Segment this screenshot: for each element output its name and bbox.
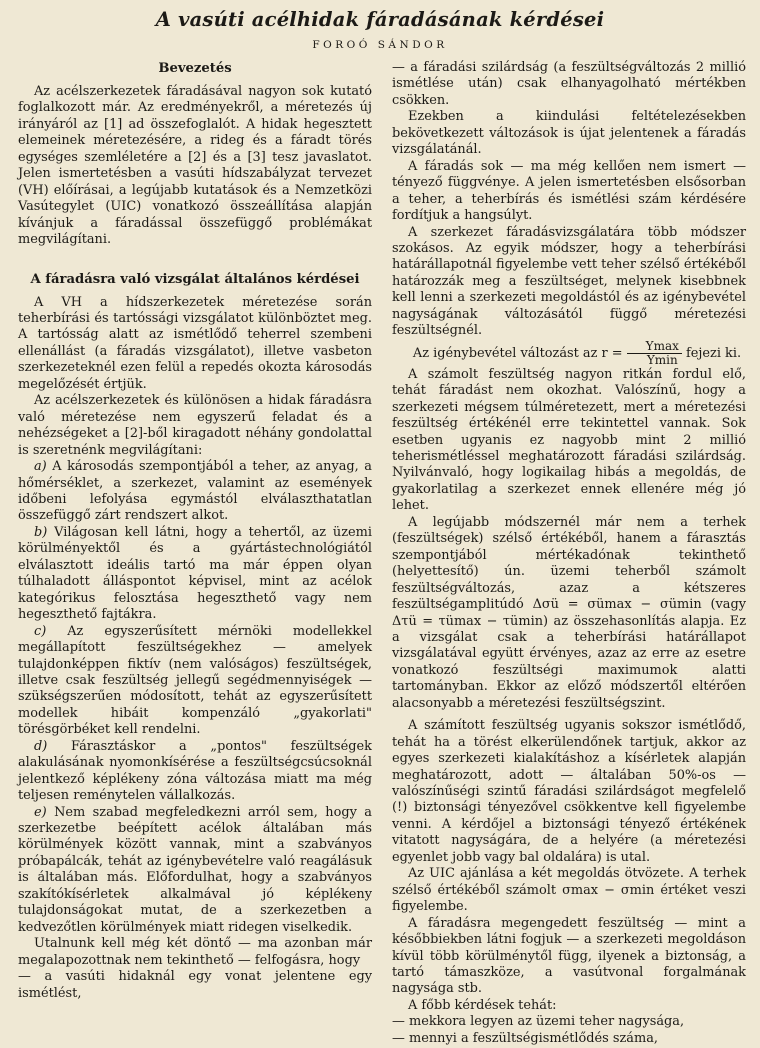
dash-item: — mekkora legyen az üzemi teher nagysága, xyxy=(392,1014,685,1030)
paragraph: A főbb kérdések tehát: xyxy=(408,997,557,1013)
list-item-e: e) Nem szabad megfeledkezni arról sem, hogy a szerkezetbe beépített acélok általában más körülmények között vannak, mint a szabványos próbapálcák, tehát az igénybevételre való reagálásuk is általában más. Előfordulhat, hogy a szabványos szakítókísérletek alkalmával jó képlékeny tulajdonságokat mutat, de a szerkezetben a kedvezőtlen körülmények miatt ridegen viselkedik. xyxy=(18,804,372,935)
paragraph: A VH a hídszerkezetek méretezése során teherbírási és tartóssági vizsgálatot különböztet meg. A tartósság alatt az ismétlődő teherrel szembeni ellenállást (a fáradás vizsgálatot), illetve vasbeton szerkezeteknél ezen felül a repedés okozta károsodás megelőzését értjük. xyxy=(18,294,372,392)
article-body xyxy=(18,60,746,1047)
paragraph: Az acélszerkezetek és különösen a hidak fáradásra való méretezése nem egyszerű feladat és a nehézségeket a [2]-ből kiragadott néhány gondolattal is szeretnénk megvilágítani: xyxy=(18,393,372,458)
formula: Az igénybevétel változást az r = $\frac{Ymax}{Ymin}$ fejezi ki. xyxy=(412,338,742,367)
formula-fraction: $\frac{Ymax}{Ymin}$ xyxy=(627,340,682,367)
intro-heading: Bevezetés xyxy=(158,61,232,76)
dash-item: — a fáradási szilárdság (a feszültségváltozás 2 millió ismétlése után) csak elhanyagolható mértékben csökken. xyxy=(392,60,746,108)
paragraph: Utalnunk kell még két döntő — ma azonban már megalapozottnak nem tekinthető — felfogásra, hogy xyxy=(18,936,372,968)
paragraph: A fáradásra megengedett feszültség — mint a későbbiekben látni fogjuk — a szerkezeti megoldáson kívül több körülménytől függ, ilyenek a biztonság, a tartó támaszköze, a vasútvonal forgalmának nagysága stb. xyxy=(392,915,746,997)
paragraph: A legújabb módszernél már nem a terhek (feszültségek) szélső értékéből, hanem a fárasztás szempontjából mértékadónak tekinthető (helyettesítő) ún. üzemi teherből számolt feszültségváltozás, azaz a kétszeres feszültségamplitúdó Δσü = σümax − σümin (vagy Δτü = τümax − τümin) az összehasonlítás alapja. Ez a vizsgálat csak a teherbírási határállapot vizsgálatával együtt érvényes, azaz az erre az esetre vonatkozó feszültségi maximumok alatti tartományban. Ekkor az előző módszertől eltérően alacsonyabb a méretezési feszültségszint. xyxy=(392,514,746,711)
paragraph: Az UIC ajánlása a két megoldás ötvözete. A terhek szélső értékéből számolt σmax − σmin értéket veszi figyelembe. xyxy=(392,866,746,915)
paragraph: Ezekben a kiindulási feltételezésekben bekövetkezett változások is újat jelentenek a fáradás vizsgálatánál. xyxy=(392,109,746,158)
list-item-c: c) Az egyszerűsített mérnöki modellekkel megállapított feszültségekhez — amelyek tulajdonképpen fiktív (nem valóságos) feszültségek, illetve csak feszültség jellegű segédmennyiségek — szükségszerűen módosított, tehát az egyszerűsített modellek hibáit kompenzáló „gyakorlati" törésgörbéket kell rendelni. xyxy=(18,623,372,738)
intro-paragraph: Az acélszerkezetek fáradásával nagyon sok kutató foglalkozott már. Az eredményekről, a méretezés új irányáról az [1] ad összefoglalót. A hidak hegesztett elemeinek méretezésére, a rideg és a fáradt törés egységes szemléletére a [2] és a [3] tesz javaslatot. Jelen ismertetésben a vasúti hídszabályzat tervezet (VH) előírásai, a legújabb kutatások és a Nemzetközi Vasútegylet (UIC) vonatkozó összeállítása alapján kívánjuk a fáradással összefüggő problémákat megvilágítani. xyxy=(18,84,372,248)
list-item-b: b) Világosan kell látni, hogy a tehertől, az üzemi körülményektől és a gyártástechnológiától elválasztott ideális tartó ma már éppen olyan túlhaladott álláspontot képvisel, mint az acélok kategórikus felosztása hegeszthető vagy nem hegeszthető fajtákra. xyxy=(18,524,372,623)
paragraph: A számított feszültség ugyanis sokszor ismétlődő, tehát ha a törést elkerülendőnek tartjuk, akkor az egyes szerkezeti kialakításhoz a kísérletek alapján meghatározott, adott — általában 50%-os — valószínűségi szintű fáradási szilárdságot megfelelő (!) biztonsági tényezővel csökkentve kell figyelembe venni. A kérdőjel a biztonsági tényező értékének vitatott nagyságára, de a helyére (a méretezési egyenlet jobb vagy bal oldalára) is utal. xyxy=(392,718,746,865)
general-heading: A fáradásra való vizsgálat általános kérdései xyxy=(30,271,360,287)
list-item-a: a) A károsodás szempontjából a teher, az anyag, a hőmérséklet, a szerkezet, valamint az események időbeni lefolyása egymástól elválaszthatatlan összefüggő zárt rendszert alkot. xyxy=(18,459,372,524)
article-title: A vasúti acélhidak fáradásának kérdései xyxy=(155,8,605,31)
paragraph: A számolt feszültség nagyon ritkán fordul elő, tehát fáradást nem okozhat. Valószínű, hogy a szerkezeti mégsem túlméretezett, mert a méretezési feszültség értékénél erre tekintettel vannak. Sok esetben ugyanis ez nagyobb mint 2 millió teherismétléssel meghatározott fáradási szilárdság. Nyilvánvaló, hogy logikailag hibás a megoldás, de gyakorlatilag a szerkezet ennek ellenére még jó lehet. xyxy=(392,366,746,514)
right-column xyxy=(392,60,746,1047)
dash-item: — mennyi a feszültségismétlődés száma, xyxy=(392,1030,658,1046)
article-author: FOROÓ SÁNDOR xyxy=(312,39,448,51)
list-item-d: d) Fárasztáskor a „pontos" feszültségek alakulásának nyomonkísérése a feszültségcsúcsoknál jelentkező képlékeny zóna változása miatt ma még teljesen reménytelen vállalkozás. xyxy=(18,738,372,804)
paragraph: A szerkezet fáradásvizsgálatára több módszer szokásos. Az egyik módszer, hogy a teherbírási határállapotnál figyelembe vett teher szélső értékéből határozzák meg a feszültséget, melynek kisebbnek kell lenni a szerkezeti megoldástól és az igénybevétel nagyságának változásától függő méretezési feszültségnél. xyxy=(392,224,746,339)
left-column xyxy=(18,60,372,1047)
paragraph: A fáradás sok — ma még kellően nem ismert — tényező függvénye. A jelen ismertetésben elsősorban a teher, a teherbírás és ismétlési szám kérdésére fordítjuk a hangsúlyt. xyxy=(392,158,746,224)
dash-item: — a vasúti hidaknál egy vonat jelentene egy ismétlést, xyxy=(18,969,372,1001)
